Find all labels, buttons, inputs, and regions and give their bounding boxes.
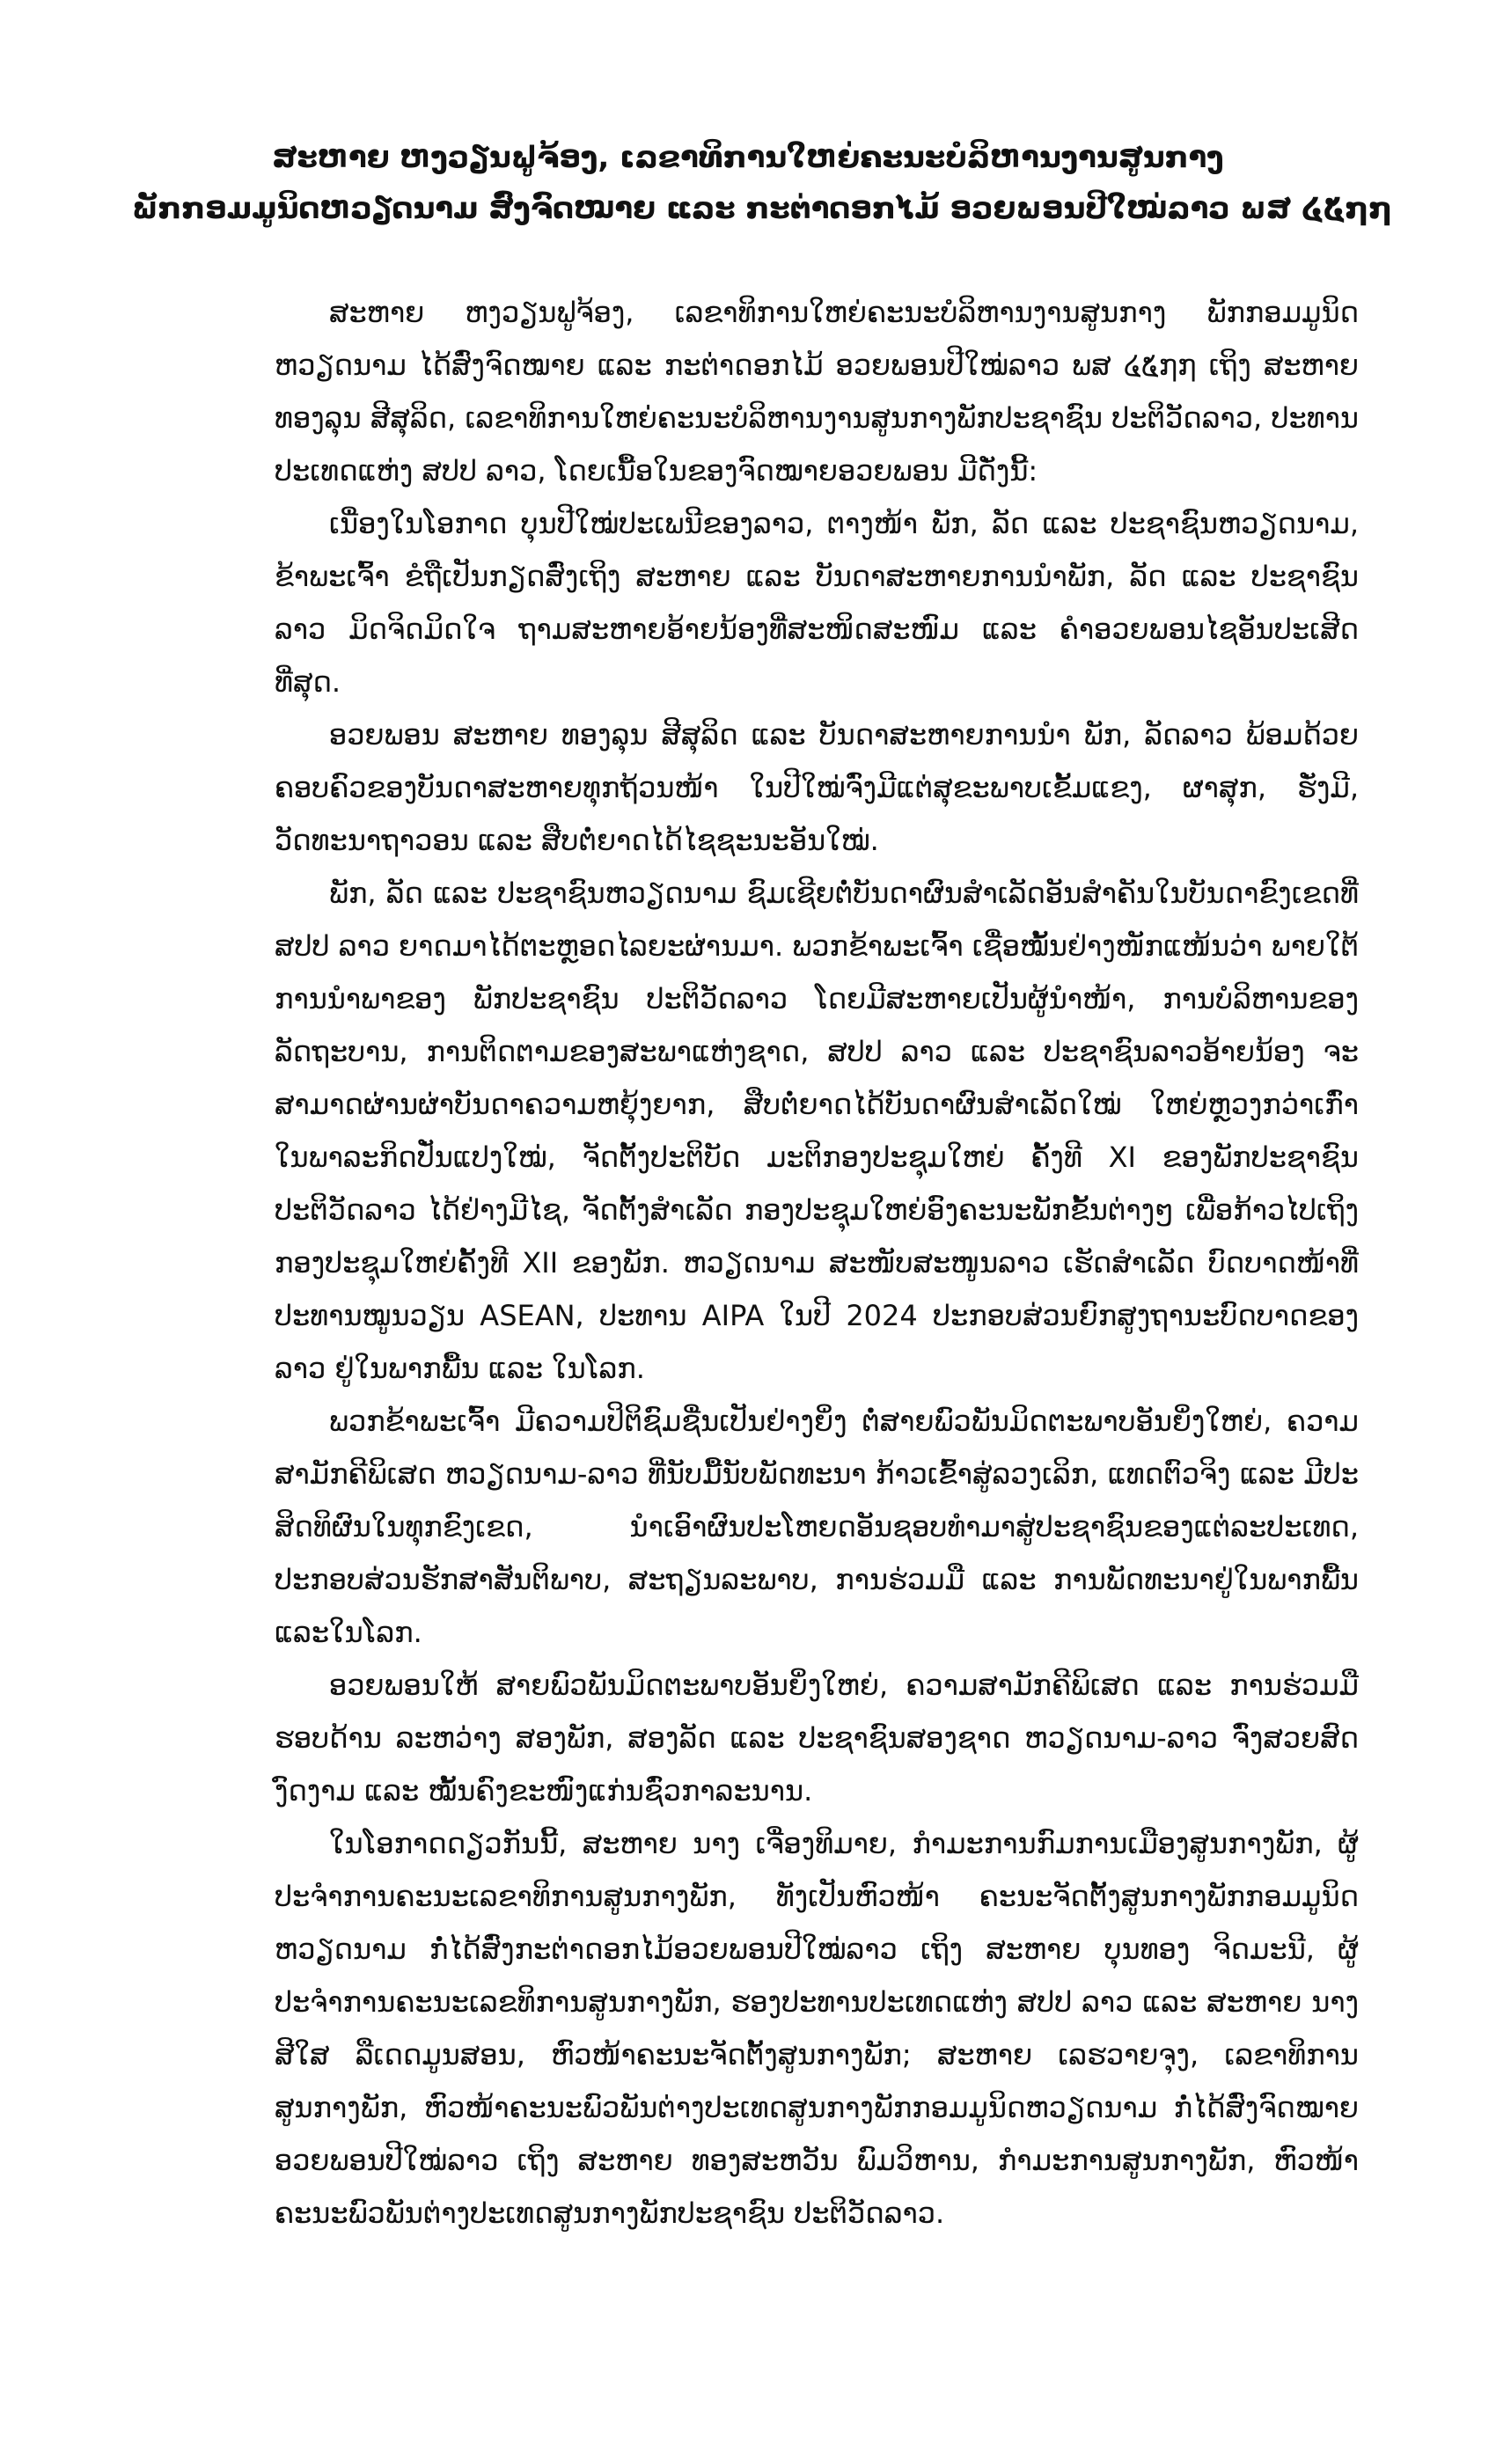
paragraph: ພວກຂ້າພະເຈົ້າ ມີຄວາມປິຕິຊົມຊື່ນເປັນຢ່າງຍິ່ງ ຕໍ່ສາຍພົວພັນມິດຕະພາບອັນຍິ່ງໃຫຍ່, ຄວາມສາມັກຄີພິເສດ ຫວຽດນາມ-ລາວ ທີ່ນັບມື້ນັບພັດທະນາ ກ້າວເຂົ້າສູ່ລວງເລິກ, ແທດຕົວຈິງ ແລະ ມີປະສິດທິຜົນໃນທຸກຂົງເຂດ, ນຳເອົາຜົນປະໂຫຍດອັນຊອບທຳມາສູ່ປະຊາຊົນຂອງແຕ່ລະປະເທດ, ປະກອບສ່ວນຮັກສາສັນຕິພາບ, ສະຖຽນລະພາບ, ການຮ່ວມມື ແລະ ການພັດທະນາຢູ່ໃນພາກພື້ນ ແລະໃນໂລກ. bbox=[275, 1404, 1359, 1649]
paragraph: ອວຍພອນ ສະຫາຍ ທອງລຸນ ສີສຸລິດ ແລະ ບັນດາສະຫາຍການນຳ ພັກ, ລັດລາວ ພ້ອມດ້ວຍຄອບຄົວຂອງບັນດາສະຫາຍທຸກຖ້ວນໜ້າ ໃນປີໃໝ່ຈົ່ງມີແຕ່ສຸຂະພາບເຂັ້ມແຂງ, ຜາສຸກ, ຮັ່ງມີ, ວັດທະນາຖາວອນ ແລະ ສືບຕໍ່ຍາດໄດ້ໄຊຊະນະອັນໃໝ່. bbox=[275, 718, 1359, 857]
paragraph: ໃນໂອກາດດຽວກັນນີ້, ສະຫາຍ ນາງ ເຈື່ອງທິມາຍ, ກຳມະການກົມການເມືອງສູນກາງພັກ, ຜູ້ປະຈຳການຄະນະເລຂາທິການສູນກາງພັກ, ທັງເປັນຫົວໜ້າ ຄະນະຈັດຕັ້ງສູນກາງພັກກອມມູນິດຫວຽດນາມ ກໍ່ໄດ້ສົ່ງກະຕ່າດອກໄມ້ອວຍພອນປີໃໝ່ລາວ ເຖິງ ສະຫາຍ ບຸນທອງ ຈິດມະນີ, ຜູ້ປະຈຳການຄະນະເລຂທິການສູນກາງພັກ, ຮອງປະທານປະເທດແຫ່ງ ສປປ ລາວ ແລະ ສະຫາຍ ນາງ ສີໃສ ລືເດດມູນສອນ, ຫົວໜ້າຄະນະຈັດຕັ້ງສູນກາງພັກ; ສະຫາຍ ເລຮວາຍຈຸງ, ເລຂາທິການສູນກາງພັກ, ຫົວໜ້າຄະນະພົວພັນຕ່າງປະເທດສູນກາງພັກກອມມູນິດຫວຽດນາມ ກໍ່ໄດ້ສົ່ງຈົດໝາຍອວຍພອນປີໃໝ່ລາວ ເຖິງ ສະຫາຍ ທອງສະຫວັນ ພົມວິຫານ, ກຳມະການສູນກາງພັກ, ຫົວໜ້າຄະນະພົວພັນຕ່າງປະເທດສູນກາງພັກປະຊາຊົນ ປະຕິວັດລາວ. bbox=[275, 1827, 1359, 2230]
title-line-2: ພັກກອມມູນິດຫວຽດນາມ ສົ່ງຈົດໝາຍ ແລະ ກະຕ່າດອກໄມ້ ອວຍພອນປີໃໝ່ລາວ ພສ ໔໕໗໗ bbox=[132, 191, 1393, 226]
document-body bbox=[275, 286, 1359, 2240]
paragraph: ອວຍພອນໃຫ້ ສາຍພົວພັນມິດຕະພາບອັນຍິ່ງໃຫຍ່, ຄວາມສາມັກຄີພິເສດ ແລະ ການຮ່ວມມືຮອບດ້ານ ລະຫວ່າງ ສອງພັກ, ສອງລັດ ແລະ ປະຊາຊົນສອງຊາດ ຫວຽດນາມ-ລາວ ຈົ່ງສວຍສົດງົດງາມ ແລະ ໝັ້ນຄົງຂະໜົງແກ່ນຊົ່ວກາລະນານ. bbox=[275, 1668, 1359, 1808]
paragraph: ສະຫາຍ ຫງວຽນຟູຈ້ອງ, ເລຂາທິການໃຫຍ່ຄະນະບໍລິຫານງານສູນກາງ ພັກກອມມູນິດຫວຽດນາມ ໄດ້ສົ່ງຈົດໝາຍ ແລະ ກະຕ່າດອກໄມ້ ອວຍພອນປີໃໝ່ລາວ ພສ ໔໕໗໗ ເຖິງ ສະຫາຍ ທອງລຸນ ສີສຸລິດ, ເລຂາທິການໃຫຍ່ຄະນະບໍລິຫານງານສູນກາງພັກປະຊາຊົນ ປະຕິວັດລາວ, ປະທານປະເທດແຫ່ງ ສປປ ລາວ, ໂດຍເນື້ອໃນຂອງຈົດໝາຍອວຍພອນ ມີດັ່ງນີ້: bbox=[275, 296, 1359, 488]
paragraph: ເນື່ອງໃນໂອກາດ ບຸນປີໃໝ່ປະເພນີຂອງລາວ, ຕາງໜ້າ ພັກ, ລັດ ແລະ ປະຊາຊົນຫວຽດນາມ, ຂ້າພະເຈົ້າ ຂໍຖືເປັນກຽດສົ່ງເຖິງ ສະຫາຍ ແລະ ບັນດາສະຫາຍການນຳພັກ, ລັດ ແລະ ປະຊາຊົນລາວ ມິດຈິດມິດໃຈ ຖາມສະຫາຍອ້າຍນ້ອງທີ່ສະໜິດສະໜົມ ແລະ ຄຳອວຍພອນໄຊອັນປະເສີດທີ່ສຸດ. bbox=[275, 507, 1359, 699]
title-line-1: ສະຫາຍ ຫງວຽນຟູຈ້ອງ, ເລຂາທິການໃຫຍ່ຄະນະບໍລິຫານງານສູນກາງ bbox=[272, 140, 1224, 175]
paragraph: ພັກ, ລັດ ແລະ ປະຊາຊົນຫວຽດນາມ ຊົມເຊີຍຕໍ່ບັນດາຜົນສຳເລັດອັນສຳຄັນໃນບັນດາຂົງເຂດທີ່ ສປປ ລາວ ຍາດມາໄດ້ຕະຫຼອດໄລຍະຜ່ານມາ. ພວກຂ້າພະເຈົ້າ ເຊື່ອໝັ້ນຢ່າງໜັກແໜ້ນວ່າ ພາຍໃຕ້ການນຳພາຂອງ ພັກປະຊາຊົນ ປະຕິວັດລາວ ໂດຍມີສະຫາຍເປັນຜູ້ນຳໜ້າ, ການບໍລິຫານຂອງລັດຖະບານ, ການຕິດຕາມຂອງສະພາແຫ່ງຊາດ, ສປປ ລາວ ແລະ ປະຊາຊົນລາວອ້າຍນ້ອງ ຈະສາມາດຜ່ານຜ່າບັນດາຄວາມຫຍຸ້ງຍາກ, ສືບຕໍ່ຍາດໄດ້ບັນດາຜົນສຳເລັດໃໝ່ ໃຫຍ່ຫຼວງກວ່າເກົ່າ ໃນພາລະກິດປັ່ນແປງໃໝ່, ຈັດຕັ້ງປະຕິບັດ ມະຕິກອງປະຊຸມໃຫຍ່ ຄັ້ງທີ XI ຂອງພັກປະຊາຊົນ ປະຕິວັດລາວ ໄດ້ຢ່າງມີໄຊ, ຈັດຕັ້ງສຳເລັດ ກອງປະຊຸມໃຫຍ່ອົງຄະນະພັກຂັ້ນຕ່າງໆ ເພື່ອກ້າວໄປເຖິງ ກອງປະຊຸມໃຫຍ່ຄັ້ງທີ XII ຂອງພັກ. ຫວຽດນາມ ສະໜັບສະໜູນລາວ ເຮັດສຳເລັດ ບົດບາດໜ້າທີ່ ປະທານໝູນວຽນ ASEAN, ປະທານ AIPA ໃນປີ 2024 ປະກອບສ່ວນຍົກສູງຖານະບົດບາດຂອງລາວ ຢູ່ໃນພາກພື້ນ ແລະ ໃນໂລກ. bbox=[275, 876, 1359, 1385]
document-title bbox=[132, 132, 1393, 234]
